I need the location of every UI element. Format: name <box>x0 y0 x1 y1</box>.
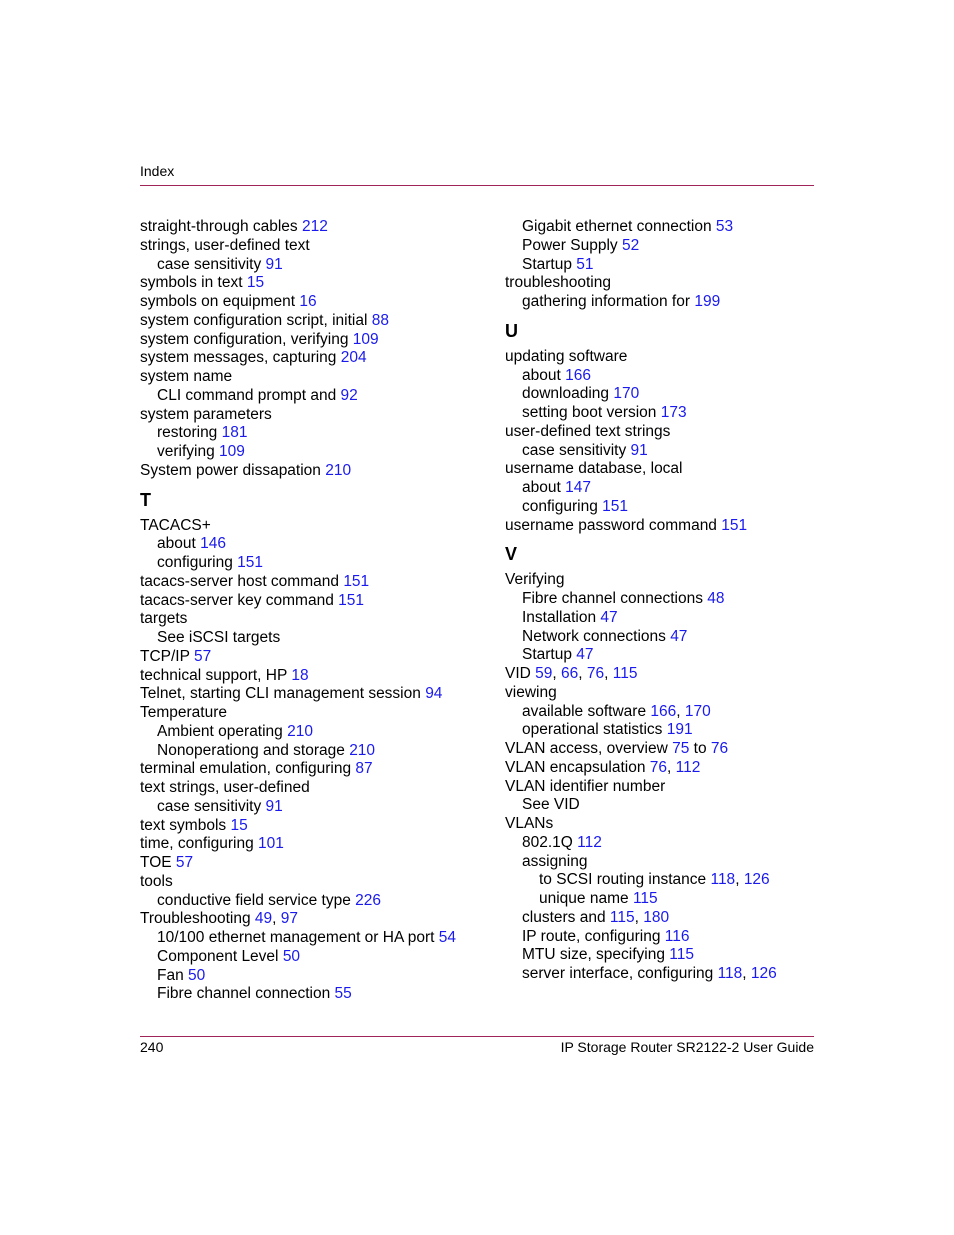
index-entry <box>505 928 825 947</box>
page-link[interactable]: 88 <box>371 311 389 329</box>
index-entry <box>140 798 460 817</box>
index-entry <box>140 274 460 293</box>
page-link[interactable]: 16 <box>299 293 317 310</box>
entry-term: TACACS+ <box>140 516 211 534</box>
page-separator: , <box>578 665 587 682</box>
entry-term: verifying <box>157 443 215 460</box>
entry-term: Ambient operating <box>157 722 283 740</box>
page-link[interactable]: 92 <box>340 386 358 404</box>
entry-term: to SCSI routing instance <box>539 871 707 889</box>
page-link[interactable]: 49 <box>254 910 273 928</box>
page-separator: to <box>689 740 711 757</box>
index-entry <box>140 293 460 312</box>
index-entry <box>140 854 460 873</box>
entry-term: system name <box>140 368 233 385</box>
page-link[interactable]: 181 <box>221 424 248 442</box>
index-entry <box>140 667 460 686</box>
index-entry <box>140 256 460 275</box>
page-link[interactable]: 210 <box>349 741 376 759</box>
page-separator: , <box>676 702 685 720</box>
index-entry <box>505 367 825 386</box>
page-number: 240 <box>140 1039 164 1055</box>
entry-term: username password command <box>505 516 717 534</box>
page-link[interactable]: 115 <box>609 908 635 926</box>
page-link[interactable]: 210 <box>287 722 313 740</box>
page-link[interactable]: 204 <box>340 349 367 367</box>
page-link[interactable]: 112 <box>675 758 701 776</box>
entry-term: operational statistics <box>522 721 663 739</box>
index-entry <box>140 648 460 667</box>
entry-term: viewing <box>505 683 557 701</box>
index-entry <box>140 218 460 237</box>
entry-term: unique name <box>539 890 629 907</box>
entry-term: straight-through cables <box>140 218 298 235</box>
entry-term: system messages, capturing <box>140 349 337 367</box>
page-link[interactable]: 47 <box>576 646 594 664</box>
page-link[interactable]: 109 <box>219 443 245 460</box>
index-entry <box>140 331 460 350</box>
page-link[interactable]: 180 <box>643 908 670 926</box>
entry-term: symbols on equipment <box>140 293 296 310</box>
page-link[interactable]: 50 <box>282 947 301 965</box>
entry-term: VLAN access, overview <box>505 740 668 757</box>
entry-term: Telnet, starting CLI management session <box>140 685 421 703</box>
index-entry <box>140 424 460 443</box>
entry-term: updating software <box>505 347 628 365</box>
entry-term: Temperature <box>140 704 228 721</box>
page-link[interactable]: 76 <box>649 758 668 776</box>
index-entry <box>505 853 825 872</box>
page-link[interactable]: 151 <box>237 554 264 571</box>
entry-term: MTU size, specifying <box>522 946 665 964</box>
entry-term: user-defined text strings <box>505 422 671 440</box>
index-entry <box>505 665 825 684</box>
page-separator: , <box>604 665 613 682</box>
page-link[interactable]: 166 <box>565 366 591 384</box>
entry-term: conductive field service type <box>157 891 351 909</box>
page-link[interactable]: 109 <box>352 330 379 348</box>
index-entry <box>505 293 825 312</box>
page-link[interactable]: 151 <box>343 572 370 590</box>
page-link[interactable]: 57 <box>193 647 212 665</box>
index-entry <box>140 929 460 948</box>
entry-term: See VID <box>522 796 580 814</box>
index-entry <box>505 517 825 536</box>
index-entry <box>140 312 460 331</box>
entry-term: terminal emulation, configuring <box>140 760 352 778</box>
page-link[interactable]: 112 <box>577 833 602 851</box>
page-link[interactable]: 59 <box>535 665 553 682</box>
index-entry <box>140 237 460 256</box>
index-entry <box>140 685 460 704</box>
index-entry <box>505 834 825 853</box>
page-link[interactable]: 97 <box>280 910 299 928</box>
entry-term: System power dissapation <box>140 461 321 479</box>
index-entry <box>505 442 825 461</box>
index-entry <box>140 443 460 462</box>
index-entry <box>505 778 825 797</box>
page-link[interactable]: 18 <box>291 666 309 684</box>
entry-term: tacacs-server host command <box>140 572 339 590</box>
index-entry <box>505 609 825 628</box>
page-link[interactable]: 101 <box>258 835 284 853</box>
index-entry <box>505 385 825 404</box>
index-entry <box>505 348 825 367</box>
entry-term: system parameters <box>140 405 272 423</box>
entry-term: Component Level <box>157 947 279 965</box>
index-entry <box>505 721 825 740</box>
entry-term: downloading <box>522 385 610 403</box>
page-separator: , <box>735 871 744 889</box>
page-link[interactable]: 66 <box>561 665 579 682</box>
index-entry <box>140 517 460 536</box>
index-entry <box>505 759 825 778</box>
index-entry <box>140 535 460 554</box>
page-link[interactable]: 151 <box>602 497 629 515</box>
index-entry <box>505 965 825 984</box>
entry-term: gathering information for <box>522 293 691 310</box>
index-entry <box>505 946 825 965</box>
entry-term: system configuration, verifying <box>140 330 349 348</box>
index-entry <box>505 703 825 722</box>
index-entry <box>140 760 460 779</box>
entry-term: username database, local <box>505 460 683 478</box>
entry-term: Fibre channel connection <box>157 985 331 1003</box>
entry-term: VLAN encapsulation <box>505 758 646 776</box>
section-letter: V <box>505 544 518 565</box>
page-link[interactable]: 126 <box>750 965 777 982</box>
page-link[interactable]: 199 <box>694 293 721 310</box>
entry-term: available software <box>522 702 647 720</box>
index-entry <box>140 629 460 648</box>
page-link[interactable]: 91 <box>265 797 283 815</box>
page-separator: , <box>667 758 676 776</box>
entry-term: symbols in text <box>140 274 243 292</box>
entry-term: Network connections <box>522 627 666 645</box>
page-link[interactable]: 52 <box>621 236 640 254</box>
page-separator: , <box>272 910 281 928</box>
page-link[interactable]: 226 <box>355 891 382 909</box>
entry-term: VLAN identifier number <box>505 777 666 795</box>
running-header: Index <box>140 163 175 179</box>
index-entry <box>140 817 460 836</box>
index-entry <box>140 592 460 611</box>
page-link[interactable]: 115 <box>632 890 658 907</box>
index-entry <box>505 256 825 275</box>
page-link[interactable]: 212 <box>301 218 328 235</box>
page-separator: , <box>634 908 644 926</box>
index-entry <box>505 871 825 890</box>
entry-term: configuring <box>522 497 598 515</box>
entry-term: TOE <box>140 854 172 871</box>
page-link[interactable]: 76 <box>710 740 729 757</box>
page-link[interactable]: 210 <box>325 461 352 479</box>
section-letter: U <box>505 320 518 341</box>
index-entry <box>505 684 825 703</box>
index-entry <box>505 423 825 442</box>
entry-term: case sensitivity <box>522 441 627 459</box>
page-link[interactable]: 75 <box>672 740 690 757</box>
page-link[interactable]: 55 <box>334 985 352 1003</box>
index-entry <box>505 404 825 423</box>
entry-term: setting boot version <box>522 404 657 421</box>
entry-term: time, configuring <box>140 835 254 853</box>
page-link[interactable]: 91 <box>265 255 283 273</box>
index-entry <box>140 985 460 1004</box>
entry-term: configuring <box>157 554 233 571</box>
page-link[interactable]: 87 <box>355 760 373 778</box>
entry-term: Fibre channel connections <box>522 590 703 607</box>
entry-term: IP route, configuring <box>522 927 661 945</box>
page-link[interactable]: 170 <box>613 385 640 403</box>
index-entry <box>140 554 460 573</box>
entry-term: 802.1Q <box>522 833 573 851</box>
index-entry <box>140 910 460 929</box>
entry-term: CLI command prompt and <box>157 386 337 404</box>
index-entry <box>505 890 825 909</box>
page-link[interactable]: 94 <box>425 685 443 703</box>
index-entry <box>140 779 460 798</box>
entry-term: about <box>157 535 196 553</box>
entry-term: about <box>522 479 561 496</box>
index-entry <box>140 835 460 854</box>
index-entry <box>505 815 825 834</box>
entry-term: case sensitivity <box>157 255 262 273</box>
entry-term: troubleshooting <box>505 274 611 292</box>
entry-term: clusters and <box>522 908 606 926</box>
index-entry <box>505 218 825 237</box>
index-entry <box>140 462 460 481</box>
entry-term: Gigabit ethernet connection <box>522 218 712 235</box>
page-separator: , <box>742 965 751 982</box>
index-entry <box>505 274 825 293</box>
page-separator: , <box>552 665 562 682</box>
entry-term: VID <box>505 665 531 682</box>
section-letter: T <box>140 489 151 510</box>
header-rule <box>140 185 814 186</box>
index-entry <box>505 590 825 609</box>
page-link[interactable]: 147 <box>565 479 591 496</box>
entry-term: 10/100 ethernet management or HA port <box>157 929 435 946</box>
index-entry <box>140 742 460 761</box>
entry-term: Startup <box>522 255 572 273</box>
entry-term: TCP/IP <box>140 647 190 665</box>
entry-term: Installation <box>522 608 597 626</box>
page-link[interactable]: 166 <box>650 702 677 720</box>
index-entry <box>505 740 825 759</box>
page-link[interactable]: 115 <box>612 665 638 682</box>
page-link[interactable]: 116 <box>664 927 690 945</box>
entry-term: about <box>522 366 561 384</box>
entry-term: technical support, HP <box>140 666 288 684</box>
index-entry <box>140 873 460 892</box>
index-entry <box>140 892 460 911</box>
book-title: IP Storage Router SR2122-2 User Guide <box>560 1039 814 1055</box>
index-column-left <box>140 218 460 1004</box>
entry-term: See iSCSI targets <box>157 629 281 646</box>
index-entry <box>505 460 825 479</box>
page-link[interactable]: 91 <box>630 441 648 459</box>
index-entry <box>505 237 825 256</box>
entry-term: strings, user-defined text <box>140 236 310 254</box>
page-link[interactable]: 151 <box>721 516 748 534</box>
index-entry <box>140 573 460 592</box>
entry-term: system configuration script, initial <box>140 311 368 329</box>
page-link[interactable]: 47 <box>600 608 618 626</box>
entry-term: Troubleshooting <box>140 910 251 928</box>
page-link[interactable]: 126 <box>743 871 770 889</box>
entry-term: targets <box>140 610 188 628</box>
entry-term: server interface, configuring <box>522 965 714 982</box>
index-entry <box>505 796 825 815</box>
entry-term: tacacs-server key command <box>140 591 334 609</box>
index-entry <box>140 406 460 425</box>
page-link[interactable]: 50 <box>188 966 206 984</box>
entry-term: assigning <box>522 852 588 870</box>
page-link[interactable]: 54 <box>438 929 457 946</box>
page-link[interactable]: 191 <box>666 721 693 739</box>
index-entry <box>505 628 825 647</box>
entry-term: text strings, user-defined <box>140 779 310 796</box>
page-link[interactable]: 76 <box>586 665 605 682</box>
index-entry <box>505 646 825 665</box>
index-entry <box>140 349 460 368</box>
page-link[interactable]: 118 <box>717 965 743 982</box>
index-column-right <box>505 218 825 984</box>
page-link[interactable]: 47 <box>670 627 688 645</box>
page-link[interactable]: 115 <box>669 946 695 964</box>
index-entry <box>505 909 825 928</box>
entry-term: VLANs <box>505 815 554 832</box>
index-entry <box>140 967 460 986</box>
entry-term: text symbols <box>140 816 227 834</box>
entry-term: Power Supply <box>522 236 618 254</box>
page-link[interactable]: 118 <box>710 871 736 889</box>
index-entry <box>140 948 460 967</box>
index-entry <box>140 723 460 742</box>
page-link[interactable]: 170 <box>684 702 711 720</box>
entry-term: Nonoperationg and storage <box>157 741 345 759</box>
page-link[interactable]: 48 <box>707 590 725 607</box>
page-link[interactable]: 173 <box>660 404 687 421</box>
page-link[interactable]: 151 <box>338 591 364 609</box>
index-entry <box>140 610 460 629</box>
entry-term: Fan <box>157 966 184 984</box>
page-link[interactable]: 15 <box>246 274 265 292</box>
index-entry <box>140 387 460 406</box>
page-link[interactable]: 15 <box>230 816 248 834</box>
footer-rule <box>140 1036 814 1037</box>
entry-term: restoring <box>157 424 218 442</box>
entry-term: Verifying <box>505 571 565 589</box>
page-link[interactable]: 51 <box>576 255 594 273</box>
index-entry <box>140 704 460 723</box>
entry-term: tools <box>140 872 173 890</box>
index-entry <box>140 368 460 387</box>
entry-term: Startup <box>522 646 572 664</box>
page-link[interactable]: 57 <box>175 854 194 871</box>
page-link[interactable]: 146 <box>200 535 226 553</box>
page-link[interactable]: 53 <box>715 218 734 235</box>
index-entry <box>505 498 825 517</box>
index-entry <box>505 479 825 498</box>
entry-term: case sensitivity <box>157 797 262 815</box>
index-entry <box>505 571 825 590</box>
